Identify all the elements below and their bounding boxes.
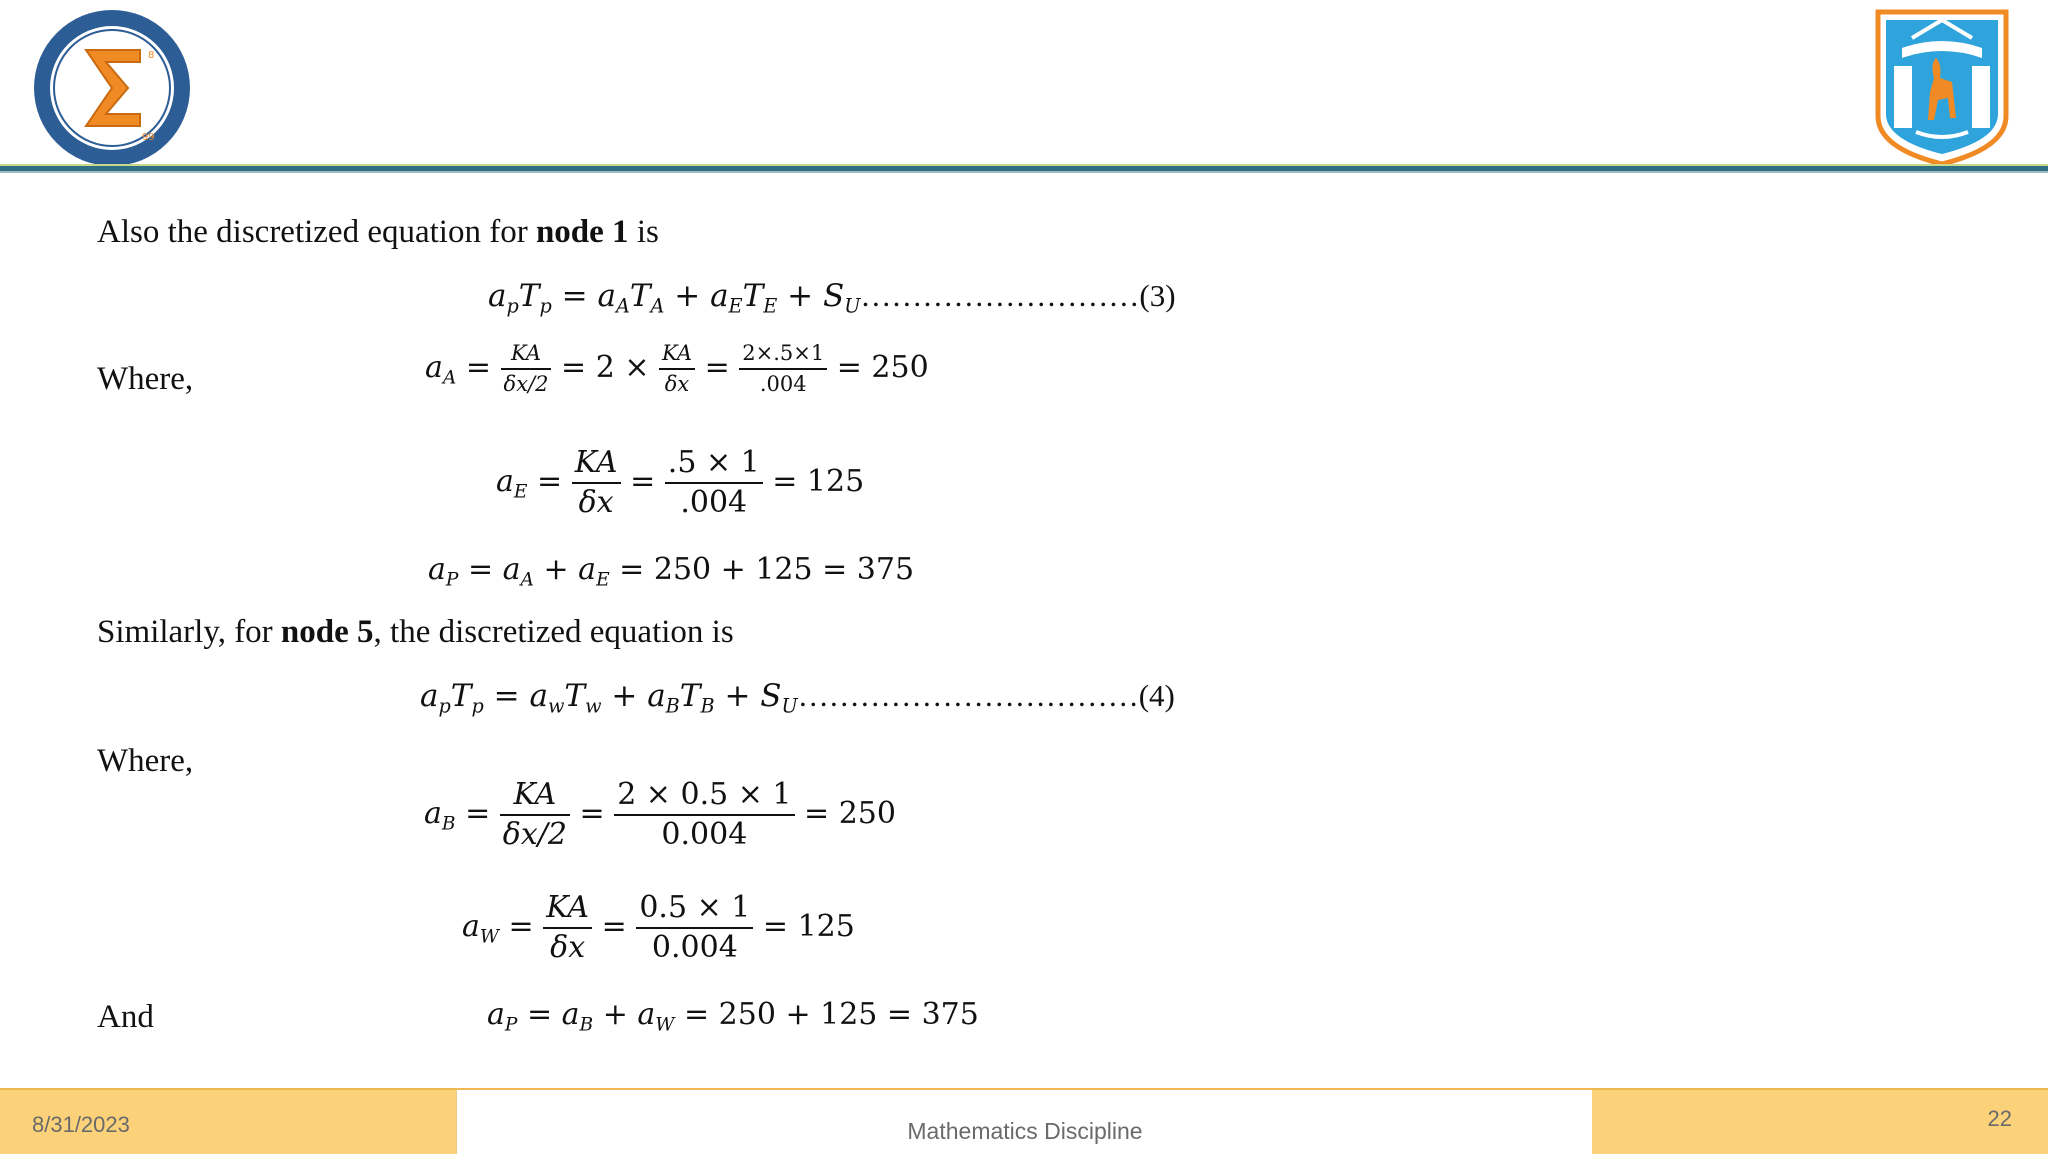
- page-number: 22: [1987, 1106, 2012, 1131]
- node1-intro: Also the discretized equation for node 1 is: [97, 214, 659, 250]
- equation-aP-1: $a_P = a_A + a_E = 250 + 125 = 375$: [428, 552, 915, 591]
- svg-text:8: 8: [148, 50, 155, 61]
- svg-text:99: 99: [142, 132, 155, 143]
- mathematics-discipline-logo: [28, 8, 196, 168]
- footer-right-band: [1592, 1088, 2048, 1154]
- slide-footer: [0, 1088, 2048, 1152]
- equation-4: $a_pT_p = a_wT_w + a_BT_B$ + $S_U\dots\dots\dots\dots\dots\dots\dots\dots\dots\dots\dots(4)$: [420, 678, 1175, 718]
- equation-aA: $a_A$ = $\frac{KA}{\delta x/2}$ = 2 × $\frac{KA}{\delta x}$ = $\frac{2\times.5\times 1}{.004}$ = 250: [425, 341, 929, 396]
- footer-center-band: [456, 1088, 1594, 1154]
- equation-aW: $a_W$ = $\frac{KA}{\delta x}$ = $\frac{0.5 \times 1}{0.004}$ = 125: [462, 890, 855, 965]
- footer-date: 8/31/2023: [32, 1112, 130, 1137]
- equation-3: $a_pT_p = a_AT_A + a_ET_E$ + $S_U\dots\dots\dots\dots\dots\dots\dots\dots\dots(3)$: [488, 278, 1176, 318]
- header-rule: [0, 164, 2048, 173]
- where-label-1: Where,: [97, 361, 194, 397]
- footer-title: Mathematics Discipline: [907, 1118, 1143, 1144]
- slide-header: [0, 0, 2048, 172]
- equation-aP-2: $a_P = a_B + a_W = 250 + 125 = 375$: [487, 997, 979, 1036]
- node5-intro: Similarly, for node 5, the discretized equation is: [97, 614, 734, 650]
- footer-left-band: [0, 1088, 456, 1154]
- equation-aB: $a_B$ = $\frac{KA}{\delta x/2}$ = $\frac{2 \times 0.5 \times 1}{0.004}$ = 250: [424, 777, 896, 852]
- equation-aE: $a_E$ = $\frac{KA}{\delta x}$ = $\frac{.5 \times 1}{.004}$ = 125: [496, 445, 865, 520]
- where-label-2: Where,: [97, 743, 194, 779]
- and-label: And: [97, 999, 154, 1035]
- khulna-university-logo: [1872, 8, 2012, 168]
